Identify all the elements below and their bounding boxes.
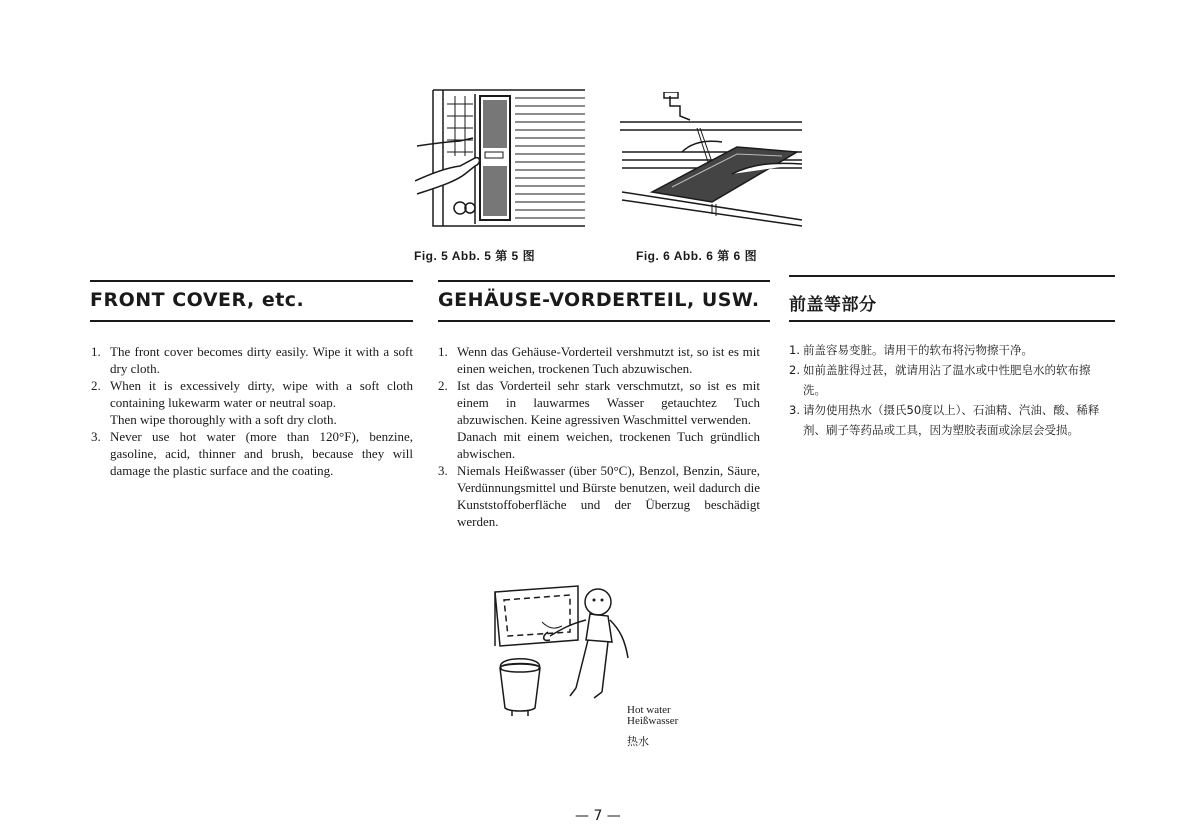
german-heading-rule-bottom xyxy=(438,320,770,322)
hot-water-label-en: Hot water xyxy=(627,704,671,716)
list-item: 2. 如前盖脏得过甚，就请用沾了温水或中性肥皂水的软布擦洗。 xyxy=(789,363,1091,397)
chinese-item-list xyxy=(789,340,1111,440)
figure-5-caption: Fig. 5 Abb. 5 第 5 图 xyxy=(414,249,536,263)
list-item: 1. 前盖容易变脏。请用干的软布将污物擦干净。 xyxy=(789,343,1033,357)
list-item: 2. Ist das Vorderteil sehr stark verschmutzt, so ist es mit einem in lauwarmes Wasser getauchtez Tuch abzuwischen. Keine agressiven Waschmittel verwenden. Danach mit einem weichen, trockenen Tuch gründlich abwischen. xyxy=(438,378,760,461)
list-item: 3. Never use hot water (more than 120°F), benzine, gasoline, acid, thinner and brush, because they will damage the plastic surface and the coating. xyxy=(91,429,413,478)
german-heading: GEHÄUSE-VORDERTEIL, USW. xyxy=(438,289,760,311)
english-item-list xyxy=(91,343,413,479)
child-with-hot-water-bucket-icon xyxy=(490,580,635,720)
list-item: 1. Wenn das Gehäuse-Vorderteil vershmutzt ist, so ist es mit einen weichen, trockenen Tuch abzuwischen. xyxy=(438,344,760,376)
front-cover-washing-illustration xyxy=(612,92,807,232)
chinese-heading-rule-top xyxy=(789,275,1115,277)
english-column xyxy=(91,343,413,479)
hot-water-illustration xyxy=(490,580,635,720)
chinese-heading: 前盖等部分 xyxy=(789,295,877,315)
figure-6 xyxy=(612,92,807,232)
figure-6-caption: Fig. 6 Abb. 6 第 6 图 xyxy=(636,249,758,263)
page-number: — 7 — xyxy=(575,808,621,824)
german-item-list xyxy=(438,343,760,530)
list-item: 2. When it is excessively dirty, wipe with a soft cloth containing lukewarm water or neutral soap. Then wipe thoroughly with a soft dry cloth. xyxy=(91,378,413,427)
front-cover-removal-illustration xyxy=(415,86,590,234)
chinese-heading-rule-bottom xyxy=(789,320,1115,322)
list-item: 3. 请勿使用热水（摄氏50度以上）、石油精、汽油、酸、稀释剂、刷子等药品或工具，因为塑胶表面或涂层会受损。 xyxy=(789,403,1100,437)
list-item: 3. Niemals Heißwasser (über 50°C), Benzol, Benzin, Säure, Verdünnungsmittel und Bürste benutzen, weil dadurch die Kunststoffoberfläche und der Überzug beschädigt werden. xyxy=(438,463,760,529)
hot-water-label-de: Heißwasser xyxy=(627,715,679,727)
english-heading: FRONT COVER, etc. xyxy=(90,289,305,311)
chinese-column xyxy=(789,340,1111,440)
english-heading-rule-bottom xyxy=(90,320,413,322)
list-item: 1. The front cover becomes dirty easily. Wipe it with a soft dry cloth. xyxy=(91,344,413,376)
figure-5 xyxy=(415,86,590,234)
hot-water-label-zh: 热水 xyxy=(627,735,649,748)
english-heading-rule-top xyxy=(90,280,413,282)
german-column xyxy=(438,343,760,530)
german-heading-rule-top xyxy=(438,280,770,282)
